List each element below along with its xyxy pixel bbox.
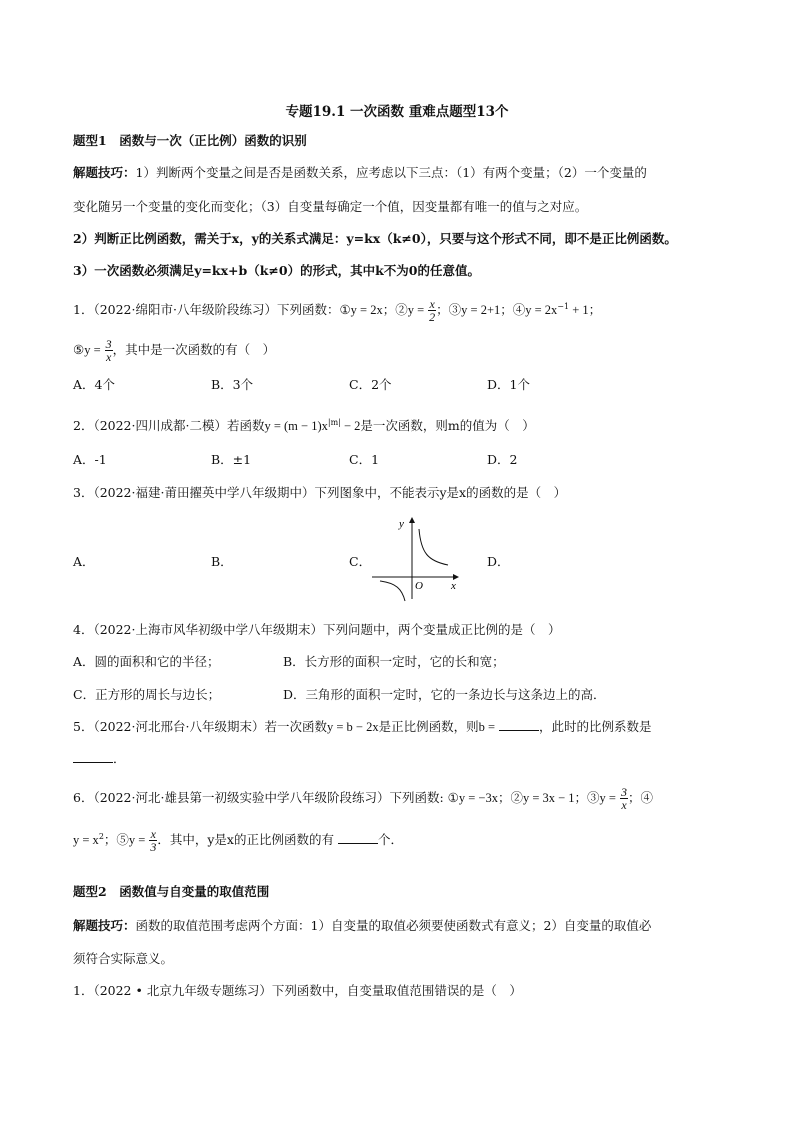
q4-option-d[interactable]: D．三角形的面积一定时，它的一条边长与这条边上的高． bbox=[283, 687, 606, 702]
q6-answer-blank[interactable] bbox=[338, 831, 378, 844]
q1-frac-num: x bbox=[429, 297, 435, 312]
tip2-text-1: 函数的取值范围考虑两个方面：1）自变量的取值必须要使函数式有意义；2）自变量的取值必 bbox=[135, 918, 652, 933]
q1-frac2-den: x bbox=[105, 350, 112, 364]
q5-answer-blank-1[interactable] bbox=[499, 718, 539, 731]
q6-line1 bbox=[73, 786, 653, 811]
q1-formula-1: ①y = 2x；②y = bbox=[339, 303, 425, 318]
q1-option-a[interactable]: A．4个 bbox=[73, 377, 115, 392]
section1-heading: 题型1 函数与一次（正比例）函数的识别 bbox=[73, 133, 307, 148]
page-title: 专题19.1 一次函数 重难点题型13个 bbox=[285, 104, 509, 120]
q6-frac-den: x bbox=[621, 798, 627, 812]
q5-tail: ，此时的比例系数是 bbox=[539, 719, 652, 734]
tip-text-1: 1）判断两个变量之间是否是函数关系，应考虑以下三点：（1）有两个变量；（2）一个变量的 bbox=[135, 165, 647, 180]
q5-answer-blank-2[interactable] bbox=[73, 750, 113, 763]
q1-formula-4: + 1； bbox=[569, 303, 602, 318]
q2-option-d[interactable]: D．2 bbox=[487, 452, 518, 467]
q6-formula-4: y = x bbox=[73, 833, 99, 848]
q5-line2 bbox=[73, 750, 126, 768]
q6-exponent: 2 bbox=[98, 832, 104, 841]
q2-line bbox=[73, 414, 535, 435]
q2-option-c[interactable]: C．1 bbox=[349, 452, 380, 467]
section1-tip-line3: 2）判断正比例函数，需关于x，y的关系式满足：y=kx（k≠0），只要与这个形式不同，即不是正比例函数。 bbox=[73, 231, 677, 246]
q3-option-a[interactable]: A． bbox=[73, 554, 95, 569]
q1-option-c[interactable]: C．2个 bbox=[349, 377, 392, 392]
hyperbola-branch-1 bbox=[419, 529, 448, 565]
tip2-label: 解题技巧： bbox=[73, 918, 136, 933]
q2-exponent: |m| bbox=[327, 418, 341, 427]
q3-option-d[interactable]: D． bbox=[487, 554, 510, 569]
q1-line1 bbox=[73, 298, 601, 323]
q1-question: ，其中是一次函数的有（ ） bbox=[112, 342, 276, 357]
origin-label: O bbox=[415, 580, 423, 592]
q6-formulas-1-end: ；④ bbox=[627, 791, 653, 805]
q2-option-b[interactable]: B．±1 bbox=[211, 452, 252, 467]
q1-fraction-x-over-2 bbox=[428, 298, 436, 323]
q4-option-c[interactable]: C．正方形的周长与边长； bbox=[73, 687, 221, 702]
q2-option-a[interactable]: A．-1 bbox=[73, 452, 107, 467]
q5-stem: 5．（2022·河北邢台·八年级期末）若一次函数 bbox=[73, 719, 327, 734]
q6-formulas-1: ①y = −3x；②y = 3x − 1；③y = bbox=[447, 791, 616, 805]
q4-stem: 4．（2022·上海市风华初级中学八年级期末）下列问题中，两个变量成正比例的是（ ） bbox=[73, 622, 561, 637]
tip-label: 解题技巧： bbox=[73, 165, 136, 180]
q5-mid: 是正比例函数，则 bbox=[378, 719, 479, 734]
q1-formula-3: ；③y = 2+1；④y = 2x bbox=[436, 303, 558, 318]
q6-frac2-den: 3 bbox=[150, 840, 157, 855]
y-axis-label: y bbox=[399, 518, 404, 530]
q1-line2 bbox=[73, 338, 275, 363]
q3-option-c-graph bbox=[368, 513, 468, 603]
q3-stem: 3．（2022·福建·莆田擢英中学八年级期中）下列图象中，不能表示y是x的函数的是（ ） bbox=[73, 485, 567, 500]
q1-exponent: −1 bbox=[557, 302, 570, 311]
q1-option-d[interactable]: D．1个 bbox=[487, 377, 530, 392]
q2-expression: y = (m − 1)x bbox=[264, 419, 328, 434]
q6-stem: 6．（2022·河北·雄县第一初级实验中学八年级阶段练习）下列函数: bbox=[73, 790, 448, 805]
q5-expression: y = b − 2x bbox=[326, 720, 379, 734]
section2-tip-line2: 须符合实际意义。 bbox=[73, 951, 174, 966]
section1-tip-line4: 3）一次函数必须满足y=kx+b（k≠0）的形式，其中k不为0的任意值。 bbox=[73, 263, 480, 278]
q6-formula-5: ；⑤y = bbox=[103, 833, 146, 848]
q6-frac-num: 3 bbox=[620, 785, 627, 799]
q1-formula-5: ⑤y = bbox=[73, 343, 101, 357]
q6-fraction-3-over-x bbox=[620, 786, 628, 811]
section2-heading: 题型2 函数值与自变量的取值范围 bbox=[73, 884, 270, 899]
q4-option-b[interactable]: B．长方形的面积一定时，它的长和宽； bbox=[283, 654, 505, 669]
hyperbola-branch-2 bbox=[380, 581, 405, 601]
q1-stem: 1．（2022·绵阳市·八年级阶段练习）下列函数： bbox=[73, 302, 340, 318]
section1-tip-line1 bbox=[73, 164, 647, 182]
q1-option-b[interactable]: B．3个 bbox=[211, 377, 254, 392]
q4-option-a[interactable]: A．圆的面积和它的半径； bbox=[73, 654, 220, 669]
q6-frac2-num: x bbox=[150, 827, 156, 842]
q1-frac-den: 2 bbox=[429, 310, 436, 325]
q2-stem: 2．（2022·四川成都·二模）若函数 bbox=[73, 418, 265, 434]
section2-tip-line1 bbox=[73, 917, 651, 935]
q6-end: 个． bbox=[377, 832, 403, 848]
q5-b-var: b = bbox=[478, 720, 496, 734]
section1-tip-line2: 变化随另一个变量的变化而变化；（3）自变量每确定一个值，因变量都有唯一的值与之对应。 bbox=[73, 199, 588, 214]
q2-tail: 是一次函数，则m的值为（ ） bbox=[360, 418, 535, 434]
x-axis-label: x bbox=[451, 580, 456, 592]
q3-option-c[interactable]: C． bbox=[349, 554, 372, 569]
q3-option-b[interactable]: B． bbox=[211, 554, 233, 569]
q5-line1 bbox=[73, 718, 652, 736]
q1-fraction-3-over-x bbox=[105, 338, 113, 363]
q2-expression-tail: − 2 bbox=[340, 419, 361, 434]
q5-end: ． bbox=[113, 751, 126, 766]
q6-line2 bbox=[73, 828, 403, 853]
q6-question: ．其中，y是x的正比例函数的有 bbox=[157, 832, 334, 848]
q7-stem: 1．（2022 • 北京九年级专题练习）下列函数中，自变量取值范围错误的是（ ） bbox=[73, 983, 522, 998]
q1-frac2-num: 3 bbox=[105, 337, 112, 351]
